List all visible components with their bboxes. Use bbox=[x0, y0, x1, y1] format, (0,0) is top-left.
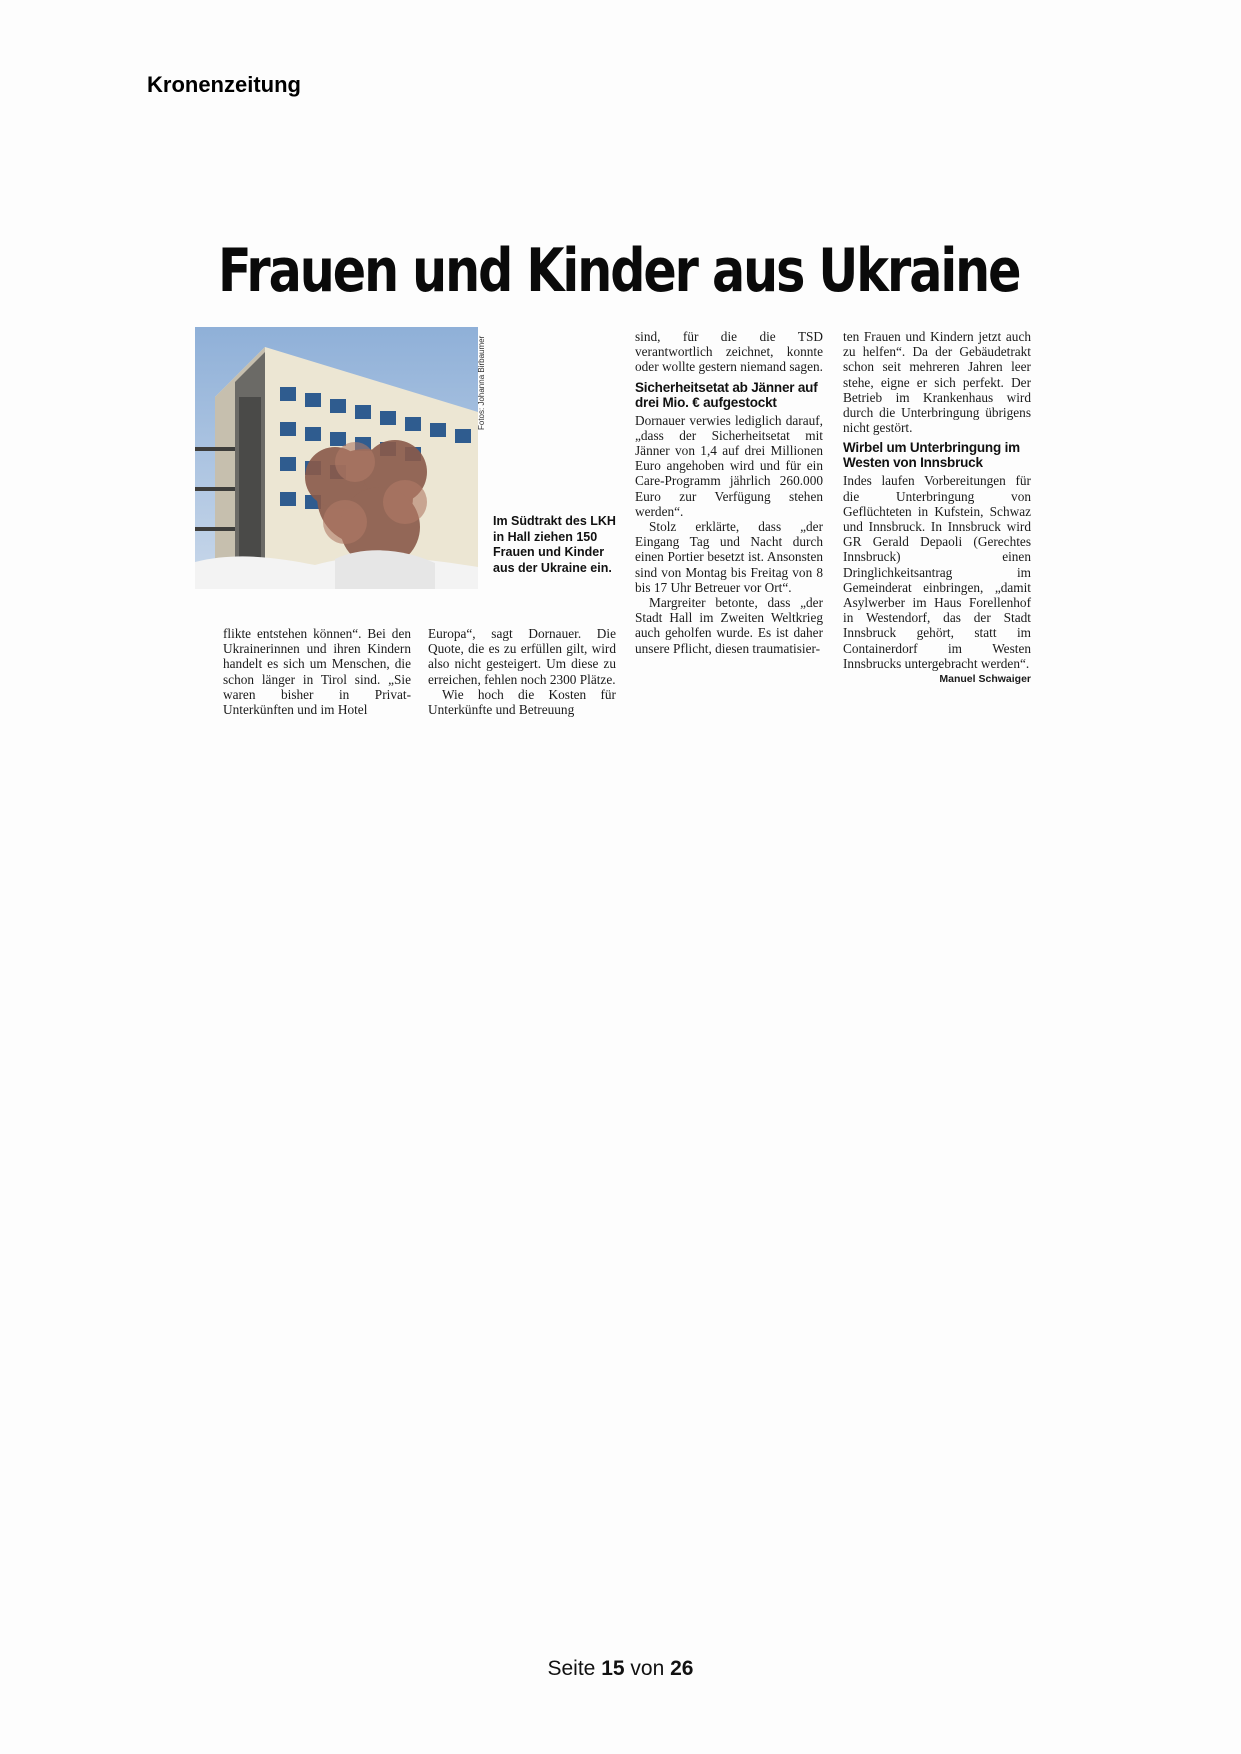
photo-credit: Fotos: Johanna Birbaumer bbox=[477, 335, 486, 430]
article-column-1 bbox=[223, 626, 411, 717]
paragraph: Dornauer verwies lediglich darauf, „dass der Sicherheitsetat mit Jänner von 1,4 auf drei Millionen Euro angehoben wird und für ein Care-Programm jährlich 260.000 Euro zur Verfügung stehen werden“. bbox=[635, 412, 823, 519]
article-headline: Frauen und Kinder aus Ukraine bbox=[218, 236, 1020, 306]
paragraph-text: Indes laufen Vorbereitungen für die Unterbringung von Geflüchteten in Kufstein, Schwaz und Innsbruck. In Innsbruck wird GR Gerald Depaoli (Gerechtes Innsbruck) einen Dringlichkeitsantrag im Gemeinderat einbringen, „damit Asylwerber im Haus Forellenhof in Westendorf, das der Stadt Innsbruck gehört, statt im Containerdorf im Westen Innsbrucks untergebracht werden“. bbox=[843, 473, 1031, 671]
page-of-label: von bbox=[630, 1657, 665, 1680]
publication-name: Kronenzeitung bbox=[147, 72, 301, 97]
page-footer bbox=[0, 1657, 1241, 1681]
article-column-4 bbox=[843, 329, 1031, 687]
section-subhead: Wirbel um Unterbringung im Westen von Innsbruck bbox=[843, 440, 1020, 471]
total-pages-number: 26 bbox=[670, 1657, 694, 1680]
article-column-2 bbox=[428, 626, 616, 717]
current-page-number: 15 bbox=[601, 1657, 625, 1680]
paragraph: flikte entstehen können“. Bei den Ukrainerinnen und ihren Kindern handelt es sich um Menschen, die schon länger in Tirol sind. „Sie waren bisher in Privat-Unterkünften und im Hotel bbox=[223, 626, 411, 718]
photo-caption: Im Südtrakt des LKH in Hall ziehen 150 Frauen und Kinder aus der Ukraine ein. bbox=[493, 514, 616, 575]
paragraph: sind, für die die TSD verantwortlich zeichnet, konnte oder wollte gestern niemand sagen. bbox=[635, 329, 823, 375]
paragraph: Margreiter betonte, dass „der Stadt Hall im Zweiten Weltkrieg auch geholfen wurde. Es ist daher unsere Pflicht, diesen traumatisier- bbox=[635, 595, 823, 656]
paragraph: Wie hoch die Kosten für Unterkünfte und Betreuung bbox=[428, 686, 616, 718]
article-photo bbox=[195, 327, 478, 589]
article-column-3 bbox=[635, 329, 823, 656]
section-subhead: Sicherheitsetat ab Jänner auf drei Mio. € aufgestockt bbox=[635, 379, 818, 410]
paragraph bbox=[843, 473, 1031, 686]
page-label: Seite bbox=[547, 1657, 596, 1680]
paragraph: ten Frauen und Kindern jetzt auch zu helfen“. Da der Gebäudetrakt schon seit mehreren Jahren leer stehe, eigne er sich perfekt. Der Betrieb im Krankenhaus wird durch die Unterbringung übrigens nicht gestört. bbox=[843, 329, 1031, 436]
author-byline: Manuel Schwaiger bbox=[939, 673, 1031, 686]
paragraph: Stolz erklärte, dass „der Eingang Tag und Nacht durch einen Portier besetzt ist. Ansonsten sind von Montag bis Freitag von 8 bis 17 Uhr Betreuer vor Ort“. bbox=[635, 519, 823, 595]
paragraph: Europa“, sagt Dornauer. Die Quote, die es zu erfüllen gilt, wird also nicht gesteigert. Um diese zu erreichen, fehlen noch 2300 Plätze. bbox=[428, 626, 616, 687]
